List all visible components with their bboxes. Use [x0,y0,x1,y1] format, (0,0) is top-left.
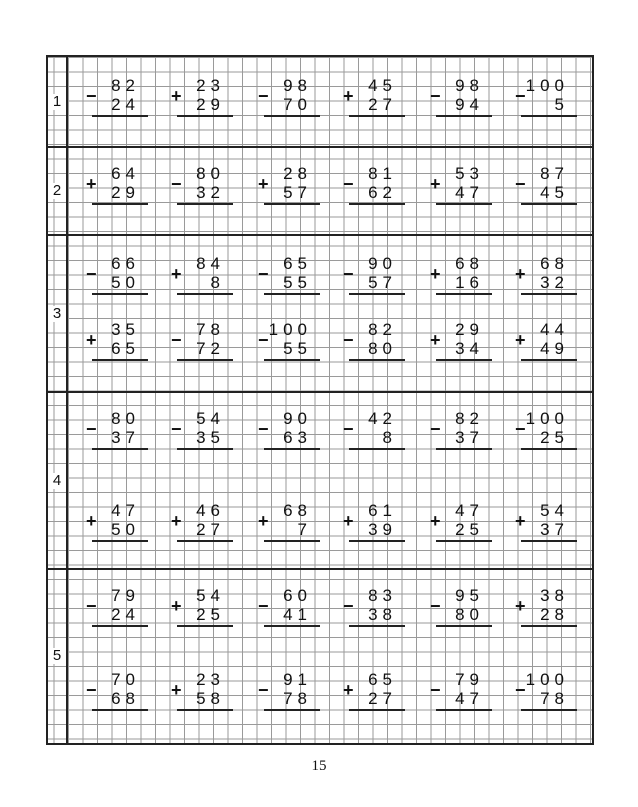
second-operand: 25 [196,605,225,624]
operator-sign: − [258,86,269,106]
second-operand: 68 [111,689,140,708]
second-operand: 70 [283,95,312,114]
operator-sign: + [171,511,182,531]
operator-sign: − [343,596,354,616]
math-problem [430,77,492,117]
first-operand: 95 [455,586,484,605]
math-problem [343,671,405,711]
answer-line [264,293,320,295]
second-operand: 94 [455,95,484,114]
answer-line [349,448,405,450]
answer-line [177,448,233,450]
math-problem [515,671,577,711]
answer-line [92,709,148,711]
answer-line [521,540,577,542]
answer-line [177,293,233,295]
second-operand: 7 [297,520,312,539]
answer-line [349,293,405,295]
second-operand: 57 [283,183,312,202]
first-operand: 45 [368,76,397,95]
math-problem [515,587,577,627]
answer-line [436,709,492,711]
first-operand: 47 [111,501,140,520]
answer-line [349,359,405,361]
operator-sign: + [86,511,97,531]
first-operand: 82 [455,409,484,428]
second-operand: 57 [368,273,397,292]
math-problem [86,321,148,361]
math-problem [86,502,148,542]
second-operand: 50 [111,520,140,539]
first-operand: 60 [283,586,312,605]
first-operand: 79 [455,670,484,689]
operator-sign: − [258,680,269,700]
first-operand: 79 [111,586,140,605]
first-operand: 70 [111,670,140,689]
section-divider [48,568,592,570]
first-operand: 83 [368,586,397,605]
math-problem [86,410,148,450]
math-problem [430,255,492,295]
math-problem [258,165,320,205]
answer-line [177,625,233,627]
second-operand: 47 [455,689,484,708]
answer-line [436,203,492,205]
first-operand: 100 [268,320,312,339]
math-problem [171,77,233,117]
answer-line [264,203,320,205]
first-operand: 64 [111,164,140,183]
math-problem [515,165,577,205]
answer-line [264,359,320,361]
section-number: 2 [48,183,66,199]
math-problem [86,165,148,205]
answer-line [92,115,148,117]
second-operand: 78 [540,689,569,708]
operator-sign: + [171,264,182,284]
operator-sign: + [430,174,441,194]
second-operand: 28 [540,605,569,624]
answer-line [177,709,233,711]
math-problem [430,410,492,450]
first-operand: 66 [111,254,140,273]
answer-line [177,115,233,117]
answer-line [92,448,148,450]
operator-sign: − [515,419,526,439]
math-problem [343,502,405,542]
first-operand: 90 [368,254,397,273]
first-operand: 91 [283,670,312,689]
answer-line [436,293,492,295]
answer-line [521,448,577,450]
second-operand: 29 [196,95,225,114]
first-operand: 65 [283,254,312,273]
page-number: 15 [311,758,327,774]
operator-sign: + [171,86,182,106]
second-operand: 16 [455,273,484,292]
answer-line [521,115,577,117]
first-operand: 38 [540,586,569,605]
first-operand: 80 [196,164,225,183]
first-operand: 81 [368,164,397,183]
first-operand: 47 [455,501,484,520]
second-operand: 5 [554,95,569,114]
first-operand: 68 [540,254,569,273]
first-operand: 78 [196,320,225,339]
section-divider [48,146,592,148]
answer-line [349,115,405,117]
first-operand: 53 [455,164,484,183]
first-operand: 80 [111,409,140,428]
first-operand: 54 [196,586,225,605]
second-operand: 63 [283,428,312,447]
math-problem [343,410,405,450]
answer-line [521,359,577,361]
second-operand: 29 [111,183,140,202]
first-operand: 46 [196,501,225,520]
second-operand: 55 [283,273,312,292]
operator-sign: − [430,86,441,106]
second-operand: 27 [368,95,397,114]
answer-line [92,359,148,361]
section-divider [48,391,592,393]
operator-sign: − [343,419,354,439]
answer-line [349,625,405,627]
operator-sign: + [430,511,441,531]
section-divider [48,234,592,236]
answer-line [92,293,148,295]
second-operand: 78 [283,689,312,708]
operator-sign: − [86,680,97,700]
second-operand: 8 [210,273,225,292]
math-problem [515,77,577,117]
first-operand: 61 [368,501,397,520]
second-operand: 25 [540,428,569,447]
math-problem [515,502,577,542]
first-operand: 82 [368,320,397,339]
operator-sign: − [343,330,354,350]
second-operand: 32 [540,273,569,292]
section-number: 4 [48,473,66,489]
first-operand: 28 [283,164,312,183]
section-number: 1 [48,94,66,110]
answer-line [177,540,233,542]
first-operand: 54 [196,409,225,428]
answer-line [349,540,405,542]
answer-line [264,540,320,542]
answer-line [436,540,492,542]
math-problem [86,587,148,627]
second-operand: 39 [368,520,397,539]
math-problem [258,671,320,711]
math-problem [258,255,320,295]
math-problem [515,255,577,295]
math-problem [430,671,492,711]
first-operand: 23 [196,670,225,689]
operator-sign: + [171,680,182,700]
math-problem [258,321,320,361]
first-operand: 87 [540,164,569,183]
answer-line [264,625,320,627]
answer-line [436,448,492,450]
operator-sign: − [258,330,269,350]
math-problem [258,587,320,627]
second-operand: 38 [368,605,397,624]
operator-sign: + [343,680,354,700]
answer-line [521,625,577,627]
second-operand: 72 [196,339,225,358]
math-problem [86,671,148,711]
second-operand: 37 [540,520,569,539]
math-problem [171,255,233,295]
operator-sign: − [86,419,97,439]
answer-line [177,203,233,205]
section-number: 5 [48,648,66,664]
first-operand: 29 [455,320,484,339]
answer-line [521,203,577,205]
math-problem [430,165,492,205]
second-operand: 49 [540,339,569,358]
first-operand: 35 [111,320,140,339]
answer-line [264,115,320,117]
operator-sign: − [171,330,182,350]
operator-sign: + [343,511,354,531]
operator-sign: + [515,330,526,350]
math-problem [258,410,320,450]
answer-line [349,709,405,711]
operator-sign: − [86,86,97,106]
operator-sign: − [343,264,354,284]
operator-sign: + [343,86,354,106]
second-operand: 65 [111,339,140,358]
answer-line [436,625,492,627]
math-problem [171,410,233,450]
math-problem [171,587,233,627]
operator-sign: + [258,174,269,194]
second-operand: 45 [540,183,569,202]
answer-line [177,359,233,361]
first-operand: 65 [368,670,397,689]
second-operand: 50 [111,273,140,292]
operator-sign: + [515,511,526,531]
math-problem [258,77,320,117]
second-operand: 47 [455,183,484,202]
operator-sign: − [258,596,269,616]
second-operand: 27 [196,520,225,539]
math-problem [171,321,233,361]
operator-sign: − [515,86,526,106]
answer-line [92,625,148,627]
operator-sign: − [171,174,182,194]
operator-sign: − [343,174,354,194]
math-problem [430,502,492,542]
first-operand: 98 [283,76,312,95]
first-operand: 68 [455,254,484,273]
math-problem [343,77,405,117]
first-operand: 44 [540,320,569,339]
second-operand: 32 [196,183,225,202]
first-operand: 23 [196,76,225,95]
operator-sign: + [258,511,269,531]
operator-sign: + [86,174,97,194]
first-operand: 68 [283,501,312,520]
operator-sign: + [430,330,441,350]
operator-sign: − [86,264,97,284]
second-operand: 80 [368,339,397,358]
math-problem [343,255,405,295]
math-problem [515,410,577,450]
first-operand: 98 [455,76,484,95]
answer-line [436,115,492,117]
first-operand: 82 [111,76,140,95]
second-operand: 27 [368,689,397,708]
first-operand: 100 [525,409,569,428]
operator-sign: + [515,264,526,284]
math-problem [86,77,148,117]
answer-line [264,448,320,450]
second-operand: 62 [368,183,397,202]
answer-line [521,709,577,711]
first-operand: 84 [196,254,225,273]
second-operand: 8 [382,428,397,447]
second-operand: 55 [283,339,312,358]
answer-line [92,540,148,542]
first-operand: 100 [525,670,569,689]
first-operand: 42 [368,409,397,428]
math-problem [430,321,492,361]
second-operand: 37 [455,428,484,447]
math-problem [258,502,320,542]
operator-sign: − [258,264,269,284]
math-problem [86,255,148,295]
operator-sign: + [171,596,182,616]
operator-sign: − [430,419,441,439]
first-operand: 100 [525,76,569,95]
math-problem [171,671,233,711]
math-problem [343,587,405,627]
answer-line [436,359,492,361]
second-operand: 35 [196,428,225,447]
number-column-divider [66,57,68,743]
second-operand: 25 [455,520,484,539]
math-problem [515,321,577,361]
operator-sign: + [515,596,526,616]
operator-sign: − [515,680,526,700]
second-operand: 80 [455,605,484,624]
math-problem [171,502,233,542]
first-operand: 54 [540,501,569,520]
second-operand: 37 [111,428,140,447]
second-operand: 41 [283,605,312,624]
second-operand: 58 [196,689,225,708]
answer-line [92,203,148,205]
first-operand: 90 [283,409,312,428]
operator-sign: − [430,680,441,700]
operator-sign: − [171,419,182,439]
operator-sign: + [430,264,441,284]
operator-sign: − [258,419,269,439]
operator-sign: − [430,596,441,616]
second-operand: 24 [111,95,140,114]
operator-sign: − [86,596,97,616]
math-problem [343,321,405,361]
answer-line [349,203,405,205]
second-operand: 24 [111,605,140,624]
operator-sign: − [515,174,526,194]
math-problem [430,587,492,627]
answer-line [521,293,577,295]
second-operand: 34 [455,339,484,358]
answer-line [264,709,320,711]
operator-sign: + [86,330,97,350]
math-problem [343,165,405,205]
section-number: 3 [48,306,66,322]
math-problem [171,165,233,205]
worksheet-grid [46,55,594,745]
